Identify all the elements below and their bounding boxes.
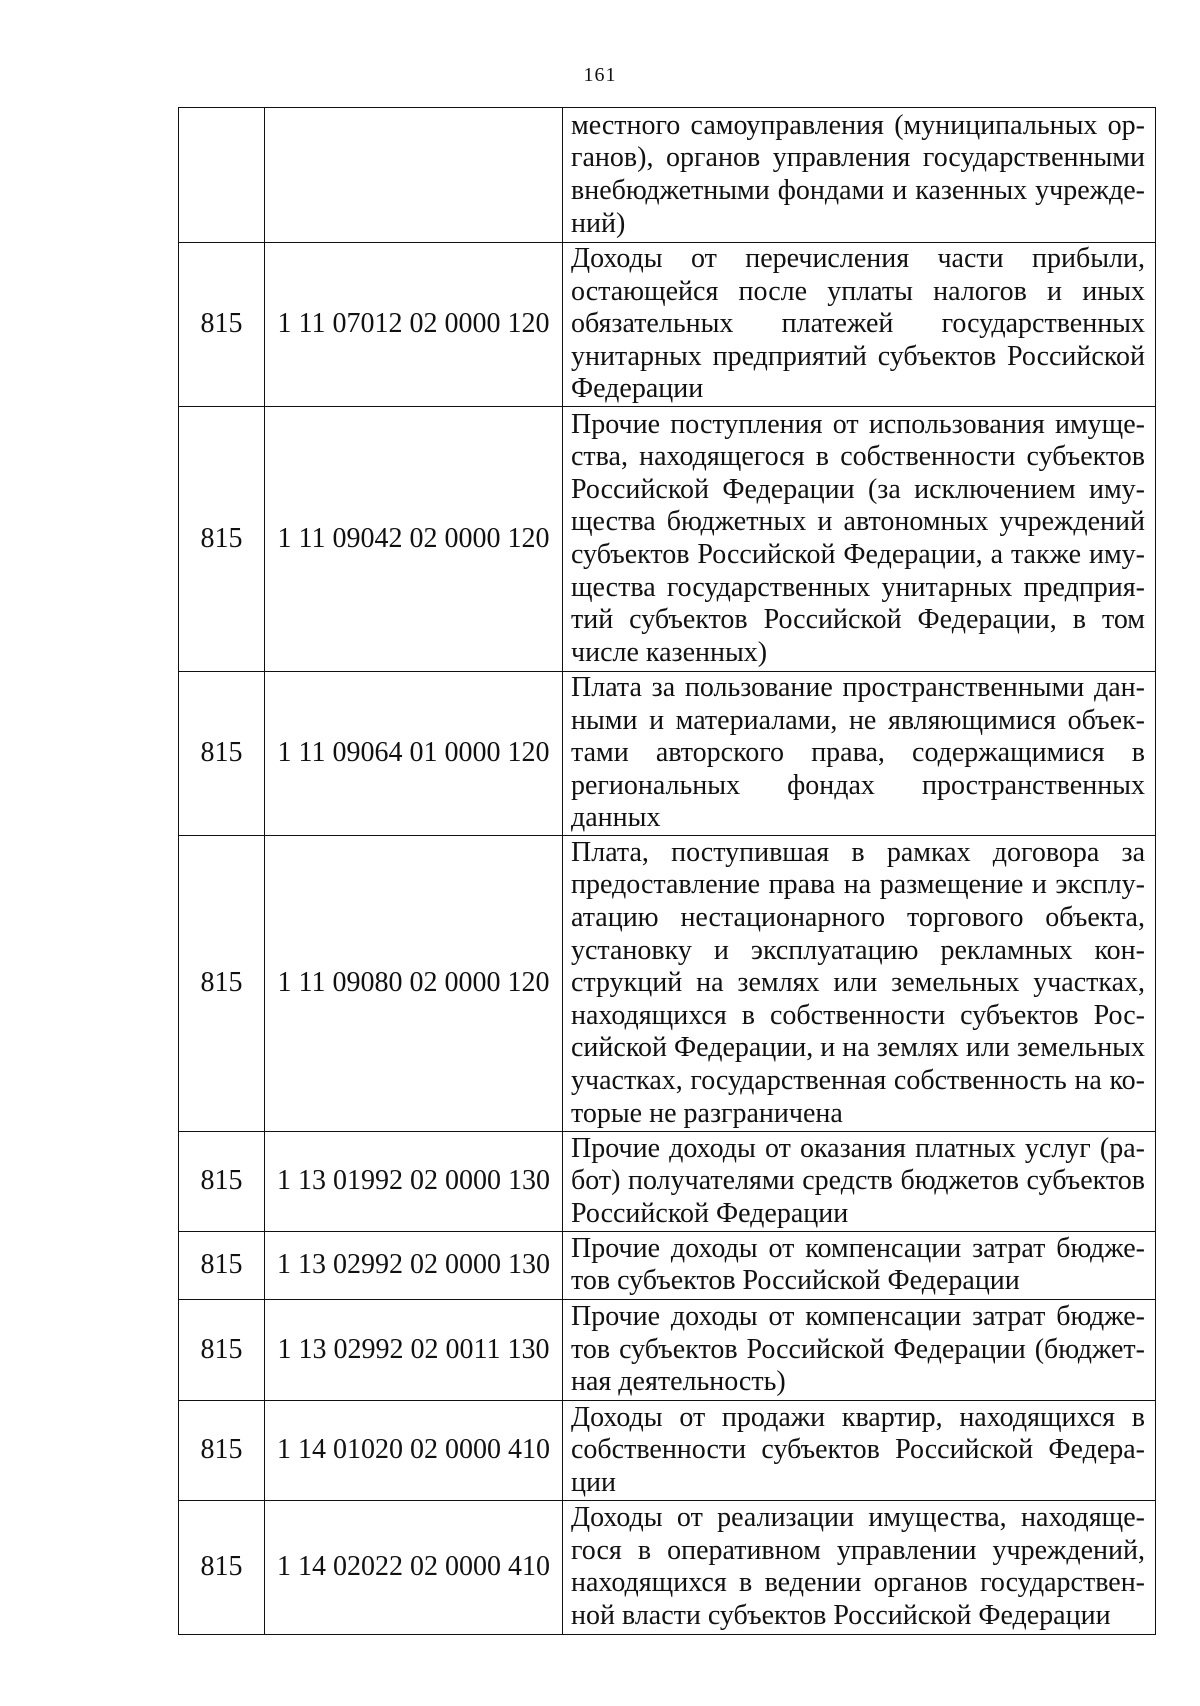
description-cell: [563, 108, 1156, 243]
table-row: [179, 406, 1156, 671]
admin-code-cell: 815: [179, 1500, 265, 1634]
description-cell: [563, 406, 1156, 671]
budget-code-cell: 1 11 07012 02 0000 120: [265, 243, 563, 407]
admin-code-cell: 815: [179, 243, 265, 407]
admin-code-cell: 815: [179, 1299, 265, 1400]
description-text: Доходы от перечисления части прибыли, остающейся после уплаты налогов и иных обязательных платежей государственных унитарных предприятий субъектов Российской Федерации: [571, 243, 1145, 405]
description-text: Плата, поступившая в рамках договора за предоставление права на размещение и эксплуатацию нестационарного торгового объекта, установку и эксплуатацию рекламных конструкций на землях или земельных участках, находящихся в собственности субъектов Российской Федерации, и на землях или земельных участках, государственная собственность на которые не разграничена: [571, 836, 1145, 1129]
admin-code-cell: 815: [179, 671, 265, 835]
table-row: [179, 1299, 1156, 1400]
description-cell: [563, 1131, 1156, 1231]
budget-code-cell: [265, 108, 563, 243]
table-row: [179, 671, 1156, 835]
table-row: [179, 243, 1156, 407]
budget-code-cell: 1 11 09080 02 0000 120: [265, 835, 563, 1131]
table-row: [179, 1131, 1156, 1231]
description-cell: [563, 835, 1156, 1131]
description-cell: [563, 243, 1156, 407]
description-cell: [563, 1400, 1156, 1500]
admin-code-cell: 815: [179, 1400, 265, 1500]
admin-code-cell: 815: [179, 835, 265, 1131]
description-text: Плата за пользование пространственными данными и материалами, не являющимися объектами авторского права, содержащимися в региональных фондах пространственных данных: [571, 671, 1145, 834]
description-text: Доходы от реализации имущества, находящегося в оперативном управлении учреждений, находящихся в ведении органов государственной власти субъектов Российской Федерации: [571, 1502, 1145, 1632]
budget-code-cell: 1 13 02992 02 0000 130: [265, 1231, 563, 1299]
table-row: [179, 1400, 1156, 1500]
description-text: Прочие доходы от компенсации затрат бюджетов субъектов Российской Федерации (бюджетная деятельность): [571, 1301, 1145, 1398]
description-cell: [563, 1500, 1156, 1634]
budget-code-cell: 1 11 09064 01 0000 120: [265, 671, 563, 835]
budget-code-cell: 1 14 01020 02 0000 410: [265, 1400, 563, 1500]
budget-code-cell: 1 13 01992 02 0000 130: [265, 1131, 563, 1231]
description-cell: [563, 1231, 1156, 1299]
table-row: [179, 1500, 1156, 1634]
description-text: местного самоуправления (муниципальных органов), органов управления государственными внебюджетными фондами и казенных учреждений): [571, 109, 1145, 239]
budget-code-cell: 1 14 02022 02 0000 410: [265, 1500, 563, 1634]
description-text: Прочие доходы от оказания платных услуг (работ) получателями средств бюджетов субъектов Российской Федерации: [571, 1132, 1145, 1229]
description-text: Прочие поступления от использования имущества, находящегося в собственности субъектов Российской Федерации (за исключением имущества бюджетных и автономных учреждений субъектов Российской Федерации, а также имущества государственных унитарных предприятий субъектов Российской Федерации, в том числе казенных): [571, 408, 1145, 668]
table-row: [179, 835, 1156, 1131]
admin-code-cell: 815: [179, 406, 265, 671]
description-text: Доходы от продажи квартир, находящихся в собственности субъектов Российской Федерации: [571, 1401, 1145, 1498]
revenue-codes-table: [178, 107, 1156, 1635]
admin-code-cell: 815: [179, 1231, 265, 1299]
page-number: 161: [583, 64, 617, 86]
description-text: Прочие доходы от компенсации затрат бюджетов субъектов Российской Федерации: [571, 1232, 1145, 1297]
admin-code-cell: 815: [179, 1131, 265, 1231]
table-row: [179, 1231, 1156, 1299]
description-cell: [563, 1299, 1156, 1400]
table-row: [179, 108, 1156, 243]
description-cell: [563, 671, 1156, 835]
budget-code-cell: 1 13 02992 02 0011 130: [265, 1299, 563, 1400]
budget-code-cell: 1 11 09042 02 0000 120: [265, 406, 563, 671]
admin-code-cell: [179, 108, 265, 243]
